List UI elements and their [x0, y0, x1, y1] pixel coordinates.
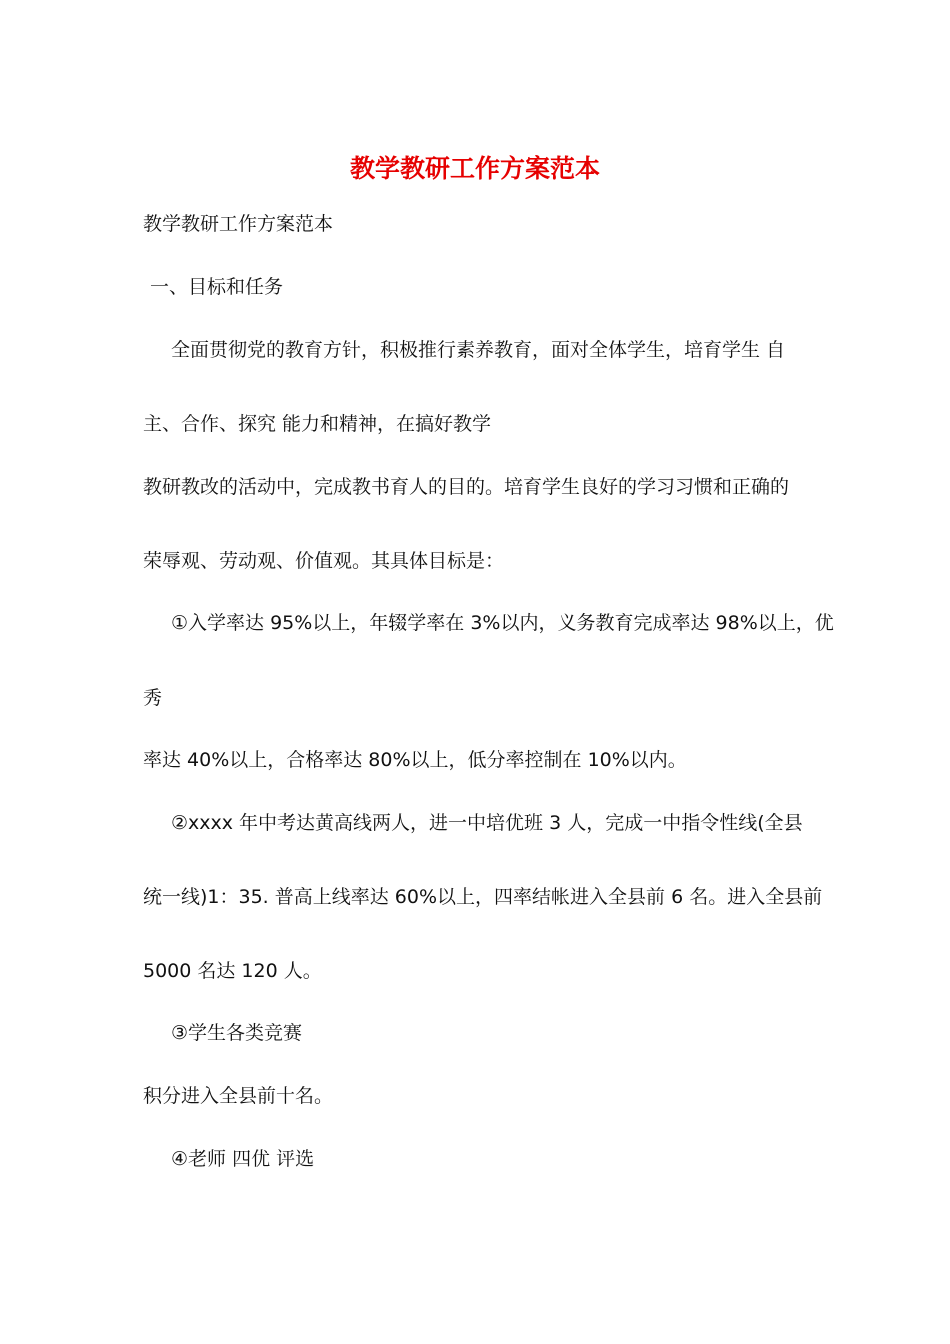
section-heading: 一、目标和任务	[150, 276, 284, 298]
paragraph-line: 教研教改的活动中，完成教书育人的目的。培育学生良好的学习习惯和正确的	[143, 476, 790, 498]
paragraph-line: 率达 40%以上，合格率达 80%以上，低分率控制在 10%以内。	[143, 749, 687, 771]
goal-item-1: ①入学率达 95%以上，年辍学率在 3%以内，义务教育完成率达 98%以上，优	[171, 612, 834, 634]
paragraph-line: 秀	[143, 687, 163, 709]
paragraph-line: 积分进入全县前十名。	[143, 1085, 334, 1107]
goal-item-4: ④老师 四优 评选	[171, 1148, 315, 1170]
document-title: 教学教研工作方案范本	[349, 154, 600, 183]
paragraph-line: 统一线)1：35. 普高上线率达 60%以上，四率结帐进入全县前 6 名。进入全县前	[143, 886, 823, 908]
goal-item-2: ②xxxx 年中考达黄高线两人，进一中培优班 3 人，完成一中指令性线(全县	[171, 812, 803, 834]
goal-item-3: ③学生各类竞赛	[171, 1022, 303, 1044]
paragraph-line: 主、合作、探究 能力和精神，在搞好教学	[143, 413, 492, 435]
subtitle-line: 教学教研工作方案范本	[143, 213, 334, 235]
paragraph-line: 荣辱观、劳动观、价值观。其具体目标是：	[143, 550, 505, 572]
paragraph-line: 5000 名达 120 人。	[143, 960, 322, 982]
paragraph-line: 全面贯彻党的教育方针，积极推行素养教育，面对全体学生，培育学生 自	[171, 339, 786, 361]
